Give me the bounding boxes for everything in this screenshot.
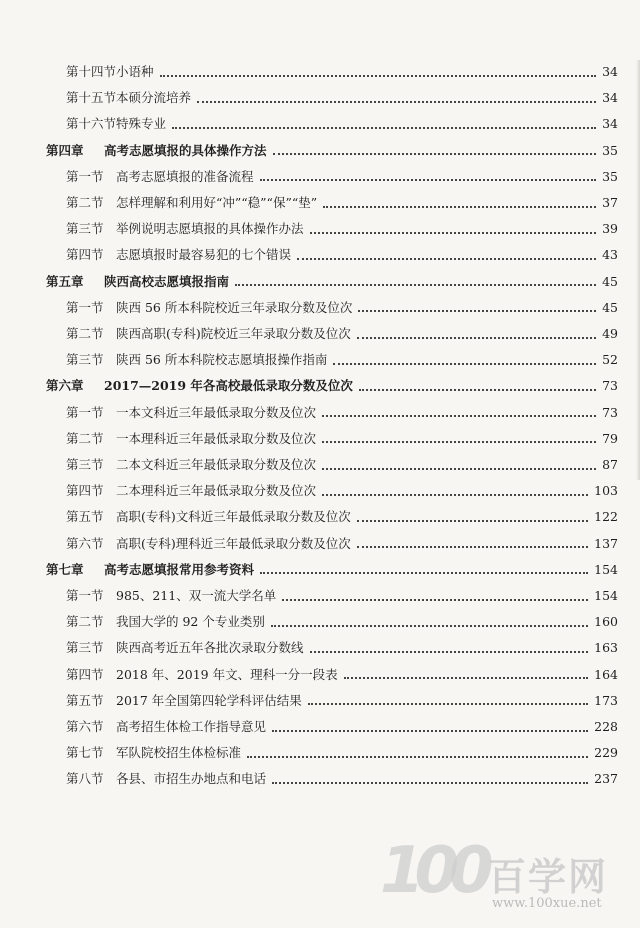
- toc-entry-page: 154: [594, 561, 618, 577]
- toc-entry-label: 第二节: [66, 326, 104, 341]
- dot-leader: [323, 205, 596, 208]
- watermark-brand: 百学网: [488, 855, 609, 899]
- toc-entry-page: 173: [594, 692, 618, 708]
- toc-entry-label: 第三节: [66, 457, 104, 472]
- watermark-number: 100: [380, 834, 484, 908]
- toc-entry-page: 52: [602, 352, 618, 368]
- dot-leader: [271, 624, 588, 627]
- toc-section-entry: [66, 323, 618, 345]
- toc-entry-title: 陕西高校志愿填报指南: [104, 273, 230, 289]
- toc-section-entry: [66, 454, 618, 476]
- dot-leader: [357, 336, 596, 339]
- toc-entry-title: 各县、市招生办地点和电话: [116, 771, 267, 787]
- toc-entry-title: 陕西高职(专科)院校近三年录取分数及位次: [116, 326, 351, 341]
- toc-entry-title: 小语种: [116, 64, 154, 79]
- dot-leader: [310, 231, 597, 234]
- dot-leader: [235, 283, 596, 286]
- toc-entry-label: 第四章: [46, 142, 84, 158]
- dot-leader: [344, 676, 589, 679]
- dot-leader: [160, 74, 597, 77]
- toc-entry-title: 一本理科近三年最低录取分数及位次: [116, 430, 317, 446]
- dot-leader: [308, 702, 588, 705]
- dot-leader: [322, 493, 588, 496]
- toc-chapter-entry: [46, 375, 618, 397]
- dot-leader: [260, 178, 597, 181]
- toc-entry-page: 39: [602, 221, 618, 237]
- dot-leader: [282, 598, 588, 601]
- toc-entry-label: 第二节: [66, 614, 104, 630]
- toc-entry-label: 第六节: [66, 535, 104, 551]
- toc-entry-page: 164: [594, 666, 618, 682]
- dot-leader: [273, 152, 597, 155]
- toc-section-entry: [66, 716, 618, 738]
- toc-entry-label: 第一节: [66, 404, 104, 420]
- dot-leader: [272, 729, 588, 732]
- watermark-url: www.100xue.net: [492, 896, 602, 911]
- toc-entry-page: 103: [594, 483, 618, 499]
- toc-entry-page: 43: [602, 247, 618, 263]
- toc-entry-page: 229: [594, 745, 618, 761]
- toc-entry-title: 一本文科近三年最低录取分数及位次: [116, 404, 317, 420]
- toc-entry-page: 37: [602, 195, 618, 210]
- toc-entry-title: 军队院校招生体检标准: [116, 745, 242, 761]
- toc-entry-label: 第十六节: [66, 116, 117, 132]
- toc-entry-label: 第六节: [66, 719, 104, 734]
- toc-section-entry: [66, 480, 618, 502]
- toc-section-entry: [66, 637, 618, 659]
- toc-section-entry: [66, 61, 618, 83]
- toc-entry-title: 特殊专业: [116, 116, 167, 132]
- toc-entry-label: 第四节: [66, 483, 104, 499]
- toc-section-entry: [66, 506, 618, 528]
- toc-entry-page: 45: [602, 273, 618, 289]
- toc-entry-label: 第三节: [66, 640, 104, 656]
- dot-leader: [322, 467, 596, 470]
- toc-section-entry: [66, 192, 618, 214]
- toc-entry-title: 二本理科近三年最低录取分数及位次: [116, 483, 317, 499]
- toc-entry-label: 第七章: [46, 561, 84, 577]
- toc-entry-label: 第二节: [66, 195, 104, 210]
- toc-entry-page: 35: [602, 168, 618, 184]
- toc-entry-label: 第三节: [66, 352, 104, 368]
- toc-section-entry: [66, 611, 618, 633]
- toc-entry-label: 第五章: [46, 273, 84, 289]
- toc-entry-page: 73: [602, 404, 618, 420]
- dot-leader: [322, 414, 596, 417]
- dot-leader: [297, 257, 596, 260]
- toc-entry-page: 137: [594, 535, 618, 551]
- toc-section-entry: [66, 166, 618, 188]
- watermark-logo: [380, 834, 630, 918]
- toc-entry-label: 第八节: [66, 771, 104, 787]
- toc-entry-label: 第十五节: [66, 90, 117, 106]
- toc-entry-label: 第一节: [66, 299, 104, 315]
- toc-entry-title: 985、211、双一流大学名单: [116, 588, 277, 603]
- toc-entry-page: 35: [602, 142, 618, 158]
- toc-entry-label: 第四节: [66, 247, 104, 263]
- toc-section-entry: [66, 742, 618, 764]
- toc-section-entry: [66, 402, 618, 424]
- toc-section-entry: [66, 533, 618, 555]
- toc-entry-title: 举例说明志愿填报的具体操作办法: [116, 221, 304, 237]
- toc-section-entry: [66, 87, 618, 109]
- toc-entry-label: 第三节: [66, 221, 104, 237]
- dot-leader: [272, 781, 588, 784]
- toc-entry-page: 34: [602, 90, 618, 106]
- dot-leader: [197, 100, 596, 103]
- toc-entry-title: 高职(专科)文科近三年最低录取分数及位次: [116, 509, 351, 525]
- toc-entry-title: 志愿填报时最容易犯的七个错误: [116, 247, 292, 263]
- toc-section-entry: [66, 113, 618, 135]
- toc-entry-title: 高考志愿填报常用参考资料: [104, 561, 255, 577]
- toc-entry-page: 45: [602, 299, 618, 315]
- toc-section-entry: [66, 585, 618, 607]
- toc-entry-title: 高职(专科)理科近三年最低录取分数及位次: [116, 535, 351, 551]
- toc-entry-title: 2017 年全国第四轮学科评估结果: [116, 692, 302, 708]
- toc-entry-title: 高考志愿填报的准备流程: [116, 168, 254, 184]
- toc-entry-title: 陕西 56 所本科院校近三年录取分数及位次: [116, 299, 353, 315]
- dot-leader: [357, 545, 588, 548]
- toc-entry-title: 本硕分流培养: [116, 90, 192, 106]
- toc-entry-page: 237: [594, 771, 618, 787]
- toc-entry-page: 73: [602, 378, 618, 394]
- toc-entry-page: 122: [594, 509, 618, 525]
- toc-section-entry: [66, 349, 618, 371]
- dot-leader: [357, 519, 588, 522]
- toc-section-entry: [66, 664, 618, 686]
- toc-section-entry: [66, 768, 618, 790]
- toc-entry-page: 228: [594, 719, 618, 734]
- toc-entry-title: 陕西高考近五年各批次录取分数线: [116, 640, 304, 656]
- toc-entry-page: 154: [594, 588, 618, 603]
- dot-leader: [359, 388, 596, 391]
- dot-leader: [247, 755, 588, 758]
- toc-section-entry: [66, 244, 618, 266]
- toc-entry-page: 79: [602, 430, 618, 446]
- toc-entry-page: 160: [594, 614, 618, 630]
- toc-entry-page: 87: [602, 457, 618, 472]
- toc-entry-page: 34: [602, 116, 618, 132]
- toc-entry-title: 我国大学的 92 个专业类别: [116, 614, 265, 630]
- toc-entry-page: 163: [594, 640, 618, 656]
- toc-chapter-entry: [46, 271, 618, 293]
- toc-entry-page: 49: [602, 326, 618, 341]
- dot-leader: [310, 650, 589, 653]
- toc-entry-label: 第一节: [66, 588, 104, 603]
- dot-leader: [260, 571, 588, 574]
- toc-entry-label: 第十四节: [66, 64, 117, 79]
- toc-entry-label: 第七节: [66, 745, 104, 761]
- toc-chapter-entry: [46, 140, 618, 162]
- toc-entry-title: 怎样理解和利用好“冲”“稳”“保”“垫”: [116, 195, 318, 210]
- toc-entry-title: 高考招生体检工作指导意见: [116, 719, 267, 734]
- toc-entry-label: 第四节: [66, 666, 104, 682]
- toc-section-entry: [66, 218, 618, 240]
- toc-entry-label: 第五节: [66, 509, 104, 525]
- toc-chapter-entry: [46, 559, 618, 581]
- page-binding-shadow: [636, 60, 640, 480]
- toc-entry-label: 第一节: [66, 168, 104, 184]
- toc-section-entry: [66, 428, 618, 450]
- dot-leader: [358, 309, 596, 312]
- dot-leader: [322, 440, 596, 443]
- toc-section-entry: [66, 297, 618, 319]
- toc-entry-title: 二本文科近三年最低录取分数及位次: [116, 457, 317, 472]
- toc-entry-label: 第二节: [66, 430, 104, 446]
- toc-entry-title: 陕西 56 所本科院校志愿填报操作指南: [116, 352, 328, 368]
- toc-entry-title: 2017—2019 年各高校最低录取分数及位次: [104, 378, 353, 394]
- toc-entry-title: 2018 年、2019 年文、理科一分一段表: [116, 666, 338, 682]
- toc-entry-page: 34: [602, 64, 618, 79]
- dot-leader: [172, 126, 596, 129]
- toc-entry-label: 第五节: [66, 692, 104, 708]
- toc-section-entry: [66, 690, 618, 712]
- dot-leader: [333, 362, 596, 365]
- toc-entry-title: 高考志愿填报的具体操作方法: [104, 142, 267, 158]
- toc-entry-label: 第六章: [46, 378, 84, 394]
